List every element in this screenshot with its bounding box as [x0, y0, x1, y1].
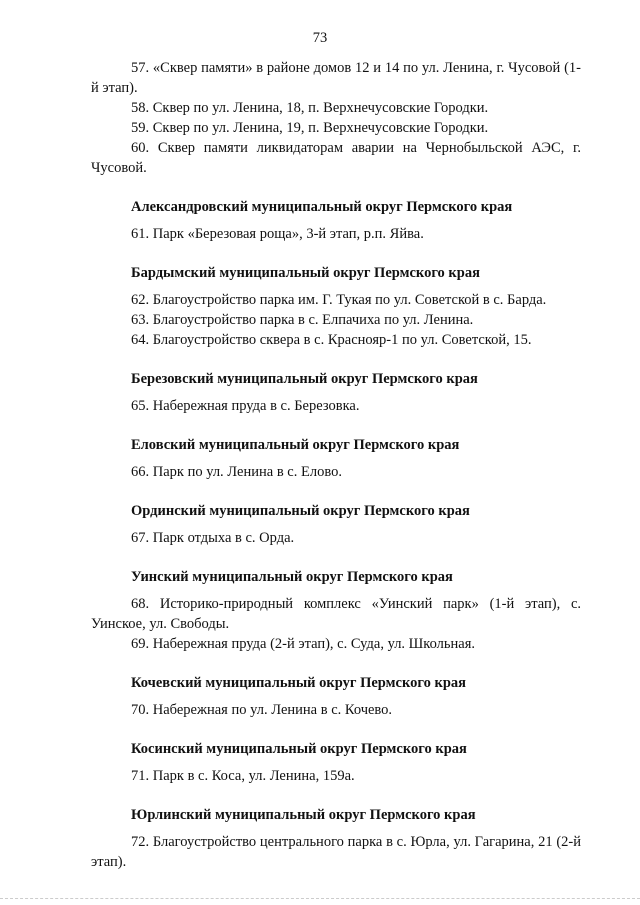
list-item-71: 71. Парк в с. Коса, ул. Ленина, 159а.	[131, 768, 355, 784]
section-heading-uinsky: Уинский муниципальный округ Пермского края	[131, 569, 453, 585]
page-bottom-rule	[0, 898, 640, 899]
section-heading-elovsky: Еловский муниципальный округ Пермского края	[131, 437, 460, 453]
list-item-69: 69. Набережная пруда (2-й этап), с. Суда, ул. Школьная.	[131, 636, 476, 652]
list-item-68: 68. Историко-природный комплекс «Уинский парк» (1-й этап), с. Уинское, ул. Свободы.	[91, 596, 581, 632]
section-heading-kosinsky: Косинский муниципальный округ Пермского края	[131, 741, 467, 757]
list-item-58: 58. Сквер по ул. Ленина, 18, п. Верхнечусовские Городки.	[131, 100, 489, 116]
list-item-63: 63. Благоустройство парка в с. Елпачиха по ул. Ленина.	[131, 312, 474, 328]
section-heading-ordinsky: Ординский муниципальный округ Пермского края	[131, 503, 470, 519]
section-heading-kochevsky: Кочевский муниципальный округ Пермского края	[131, 675, 466, 691]
page-number: 73	[312, 30, 328, 46]
section-heading-aleksandrovsky: Александровский муниципальный округ Пермского края	[131, 199, 513, 215]
list-item-64: 64. Благоустройство сквера в с. Краснояр-1 по ул. Советской, 15.	[131, 332, 532, 348]
list-item-57: 57. «Сквер памяти» в районе домов 12 и 14 по ул. Ленина, г. Чусовой (1-й этап).	[91, 60, 581, 96]
section-heading-berezovsky: Березовский муниципальный округ Пермского края	[131, 371, 478, 387]
list-item-59: 59. Сквер по ул. Ленина, 19, п. Верхнечусовские Городки.	[131, 120, 489, 136]
section-heading-yurlinsky: Юрлинский муниципальный округ Пермского края	[131, 807, 476, 823]
list-item-61: 61. Парк «Березовая роща», 3-й этап, р.п. Яйва.	[131, 226, 424, 242]
list-item-70: 70. Набережная по ул. Ленина в с. Кочево.	[131, 702, 393, 718]
list-item-60: 60. Сквер памяти ликвидаторам аварии на Чернобыльской АЭС, г. Чусовой.	[91, 140, 581, 176]
document-body	[91, 58, 581, 872]
list-item-62: 62. Благоустройство парка им. Г. Тукая по ул. Советской в с. Барда.	[131, 292, 547, 308]
list-item-72: 72. Благоустройство центрального парка в с. Юрла, ул. Гагарина, 21 (2-й этап).	[91, 834, 581, 870]
list-item-65: 65. Набережная пруда в с. Березовка.	[131, 398, 360, 414]
list-item-66: 66. Парк по ул. Ленина в с. Елово.	[131, 464, 342, 480]
list-item-67: 67. Парк отдыха в с. Орда.	[131, 530, 295, 546]
section-heading-bardymsky: Бардымский муниципальный округ Пермского края	[131, 265, 480, 281]
